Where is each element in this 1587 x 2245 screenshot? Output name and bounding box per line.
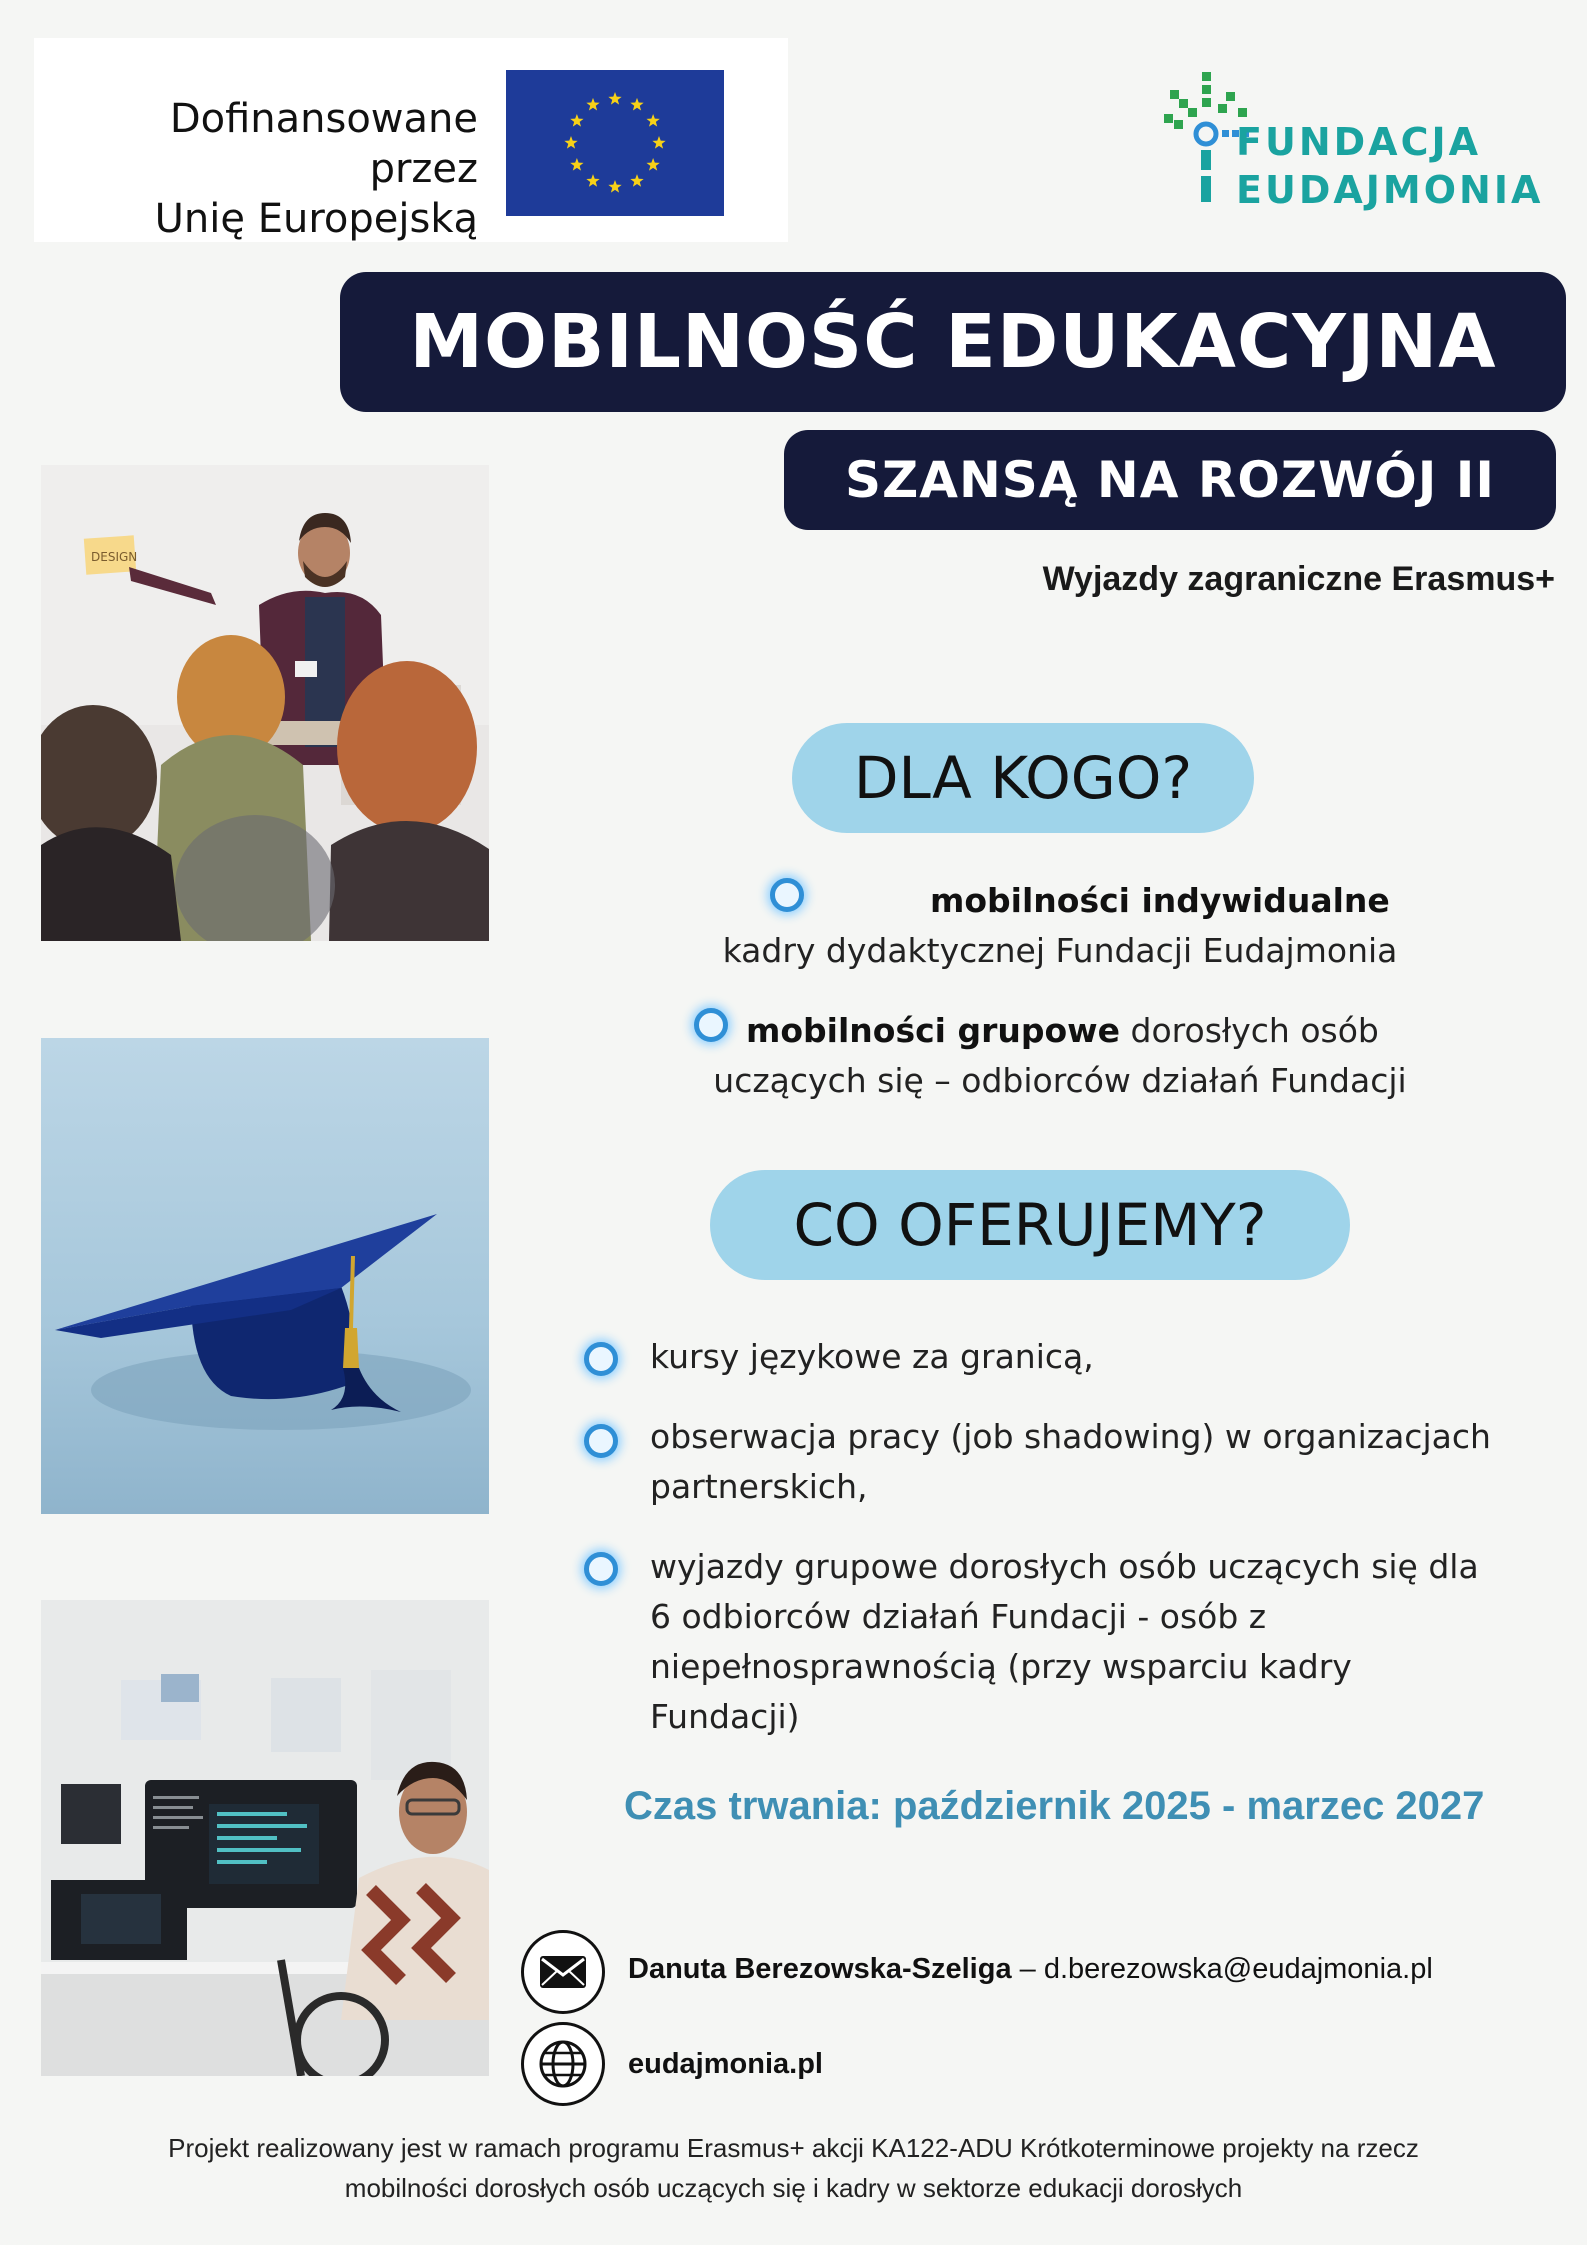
who-item-individual <box>680 876 1440 976</box>
offer-item-job-shadowing <box>650 1412 1530 1512</box>
page-title: MOBILNOŚĆ EDUKACYJNA <box>409 299 1497 385</box>
teacher-classroom-photo <box>41 465 489 941</box>
who-item-group-inline: dorosłych osób <box>1120 1011 1379 1050</box>
bullet-icon <box>584 1552 618 1586</box>
graduation-cap-photo <box>41 1038 489 1514</box>
footer-note <box>60 2128 1527 2208</box>
website-link[interactable]: eudajmonia.pl <box>628 2048 823 2080</box>
title-banner <box>340 272 1566 412</box>
duration-text: Czas trwania: październik 2025 - marzec 2027 <box>624 1784 1485 1828</box>
eu-funding-line2: Unię Europejską <box>154 196 478 242</box>
section-who-heading: DLA KOGO? <box>792 723 1254 833</box>
envelope-icon[interactable] <box>521 1930 605 2014</box>
contact-separator: – <box>1011 1953 1044 1985</box>
eu-funding-text <box>60 94 478 244</box>
who-item-group-bold: mobilności grupowe <box>746 1011 1121 1050</box>
offer-item-job-shadowing-line2: partnerskich, <box>650 1467 868 1506</box>
offer-item-job-shadowing-line1: obserwacja pracy (job shadowing) w organizacjach <box>650 1417 1491 1456</box>
wheelchair-programmer-photo <box>41 1600 489 2076</box>
who-item-individual-bold: mobilności indywidualne <box>930 881 1390 920</box>
bullet-icon <box>584 1342 618 1376</box>
offer-item-group-trips-line2: 6 odbiorców działań Fundacji - osób z <box>650 1597 1267 1636</box>
who-item-group-text: uczących się – odbiorców działań Fundacji <box>713 1061 1407 1100</box>
offer-item-group-trips-line3: niepełnosprawnością (przy wsparciu kadry <box>650 1647 1352 1686</box>
footer-line1: Projekt realizowany jest w ramach programu Erasmus+ akcji KA122-ADU Krótkoterminowe projekty na rzecz <box>168 2133 1419 2163</box>
offer-item-language-line1: kursy językowe za granicą, <box>650 1337 1094 1376</box>
eu-funding-badge <box>34 38 788 242</box>
foundation-name-line2: EUDAJMONIA <box>1236 168 1544 212</box>
contact-line <box>628 1953 1433 1986</box>
section-offer-heading: CO OFERUJEMY? <box>710 1170 1350 1280</box>
who-item-individual-text: kadry dydaktycznej Fundacji Eudajmonia <box>722 931 1398 970</box>
foundation-name-line1: FUNDACJA <box>1236 120 1482 164</box>
svg-text:DESIGN: DESIGN <box>91 550 138 564</box>
contact-email-link[interactable]: d.berezowska@eudajmonia.pl <box>1043 1953 1433 1985</box>
eu-flag-icon <box>506 70 724 216</box>
foundation-name <box>1236 118 1543 214</box>
eu-funding-line1: Dofinansowane przez <box>169 96 478 192</box>
footer-line2: mobilności dorosłych osób uczących się i kadry w sektorze edukacji dorosłych <box>344 2173 1243 2203</box>
who-item-group <box>680 1006 1440 1106</box>
offer-item-group-trips-line4: Fundacji) <box>650 1697 800 1736</box>
offer-item-language <box>650 1332 1530 1382</box>
contact-name: Danuta Berezowska-Szeliga <box>628 1953 1012 1985</box>
offer-item-group-trips <box>650 1542 1530 1742</box>
bullet-icon <box>584 1424 618 1458</box>
subtitle-banner <box>784 430 1556 530</box>
globe-icon[interactable] <box>521 2022 605 2106</box>
page-subtitle: SZANSĄ NA ROZWÓJ II <box>844 451 1495 509</box>
offer-item-group-trips-line1: wyjazdy grupowe dorosłych osób uczących się dla <box>650 1547 1479 1586</box>
foundation-logo <box>1162 68 1552 218</box>
tagline: Wyjazdy zagraniczne Erasmus+ <box>1042 560 1555 598</box>
